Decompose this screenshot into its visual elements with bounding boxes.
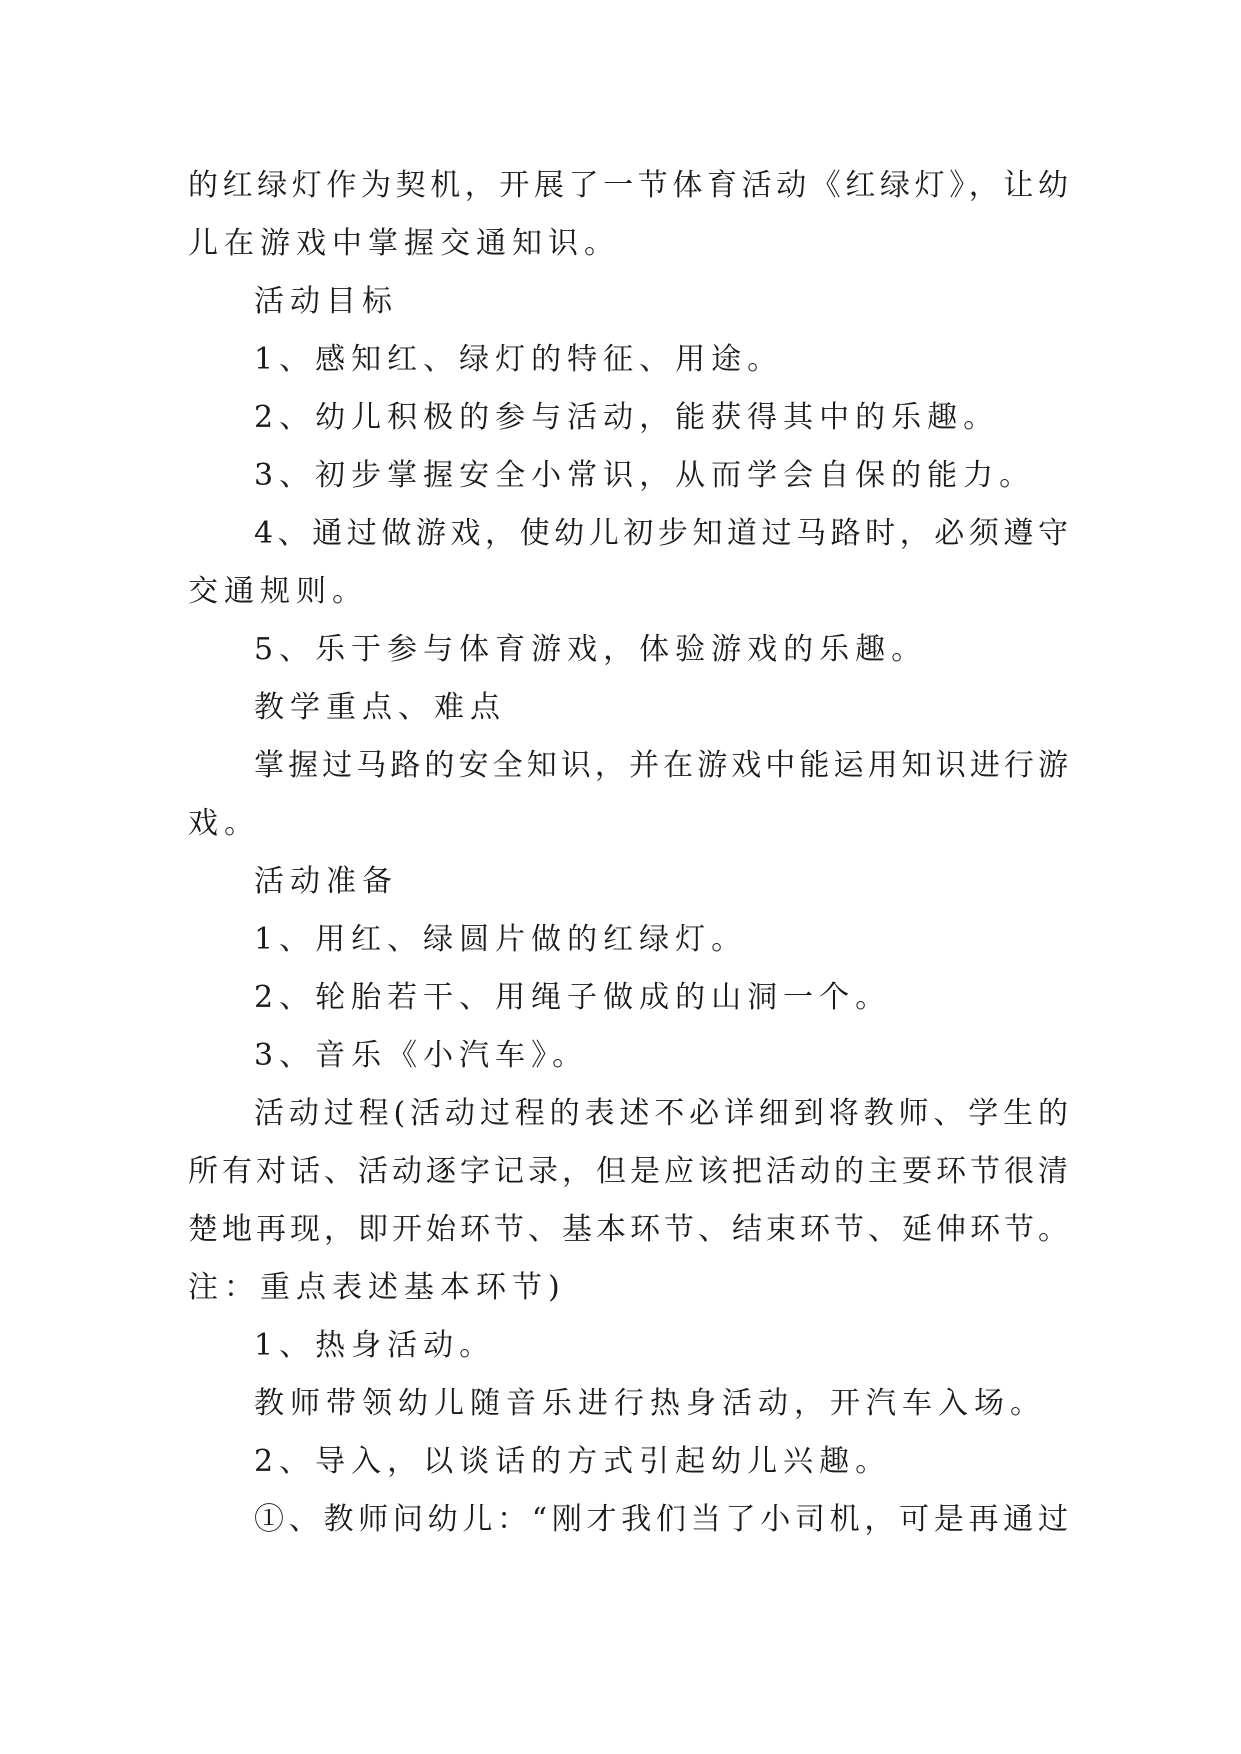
text-line: 戏。 bbox=[188, 806, 260, 841]
text-line: 的红绿灯作为契机，开展了一节体育活动《红绿灯》，让幼 bbox=[188, 168, 1068, 203]
text-line: 注：重点表述基本环节) bbox=[188, 1270, 566, 1305]
text-line: 楚地再现，即开始环节、基本环节、结束环节、延伸环节。 bbox=[188, 1212, 1068, 1247]
list-item: 1、热身活动。 bbox=[254, 1328, 496, 1363]
section-heading: 活动目标 bbox=[254, 284, 398, 319]
list-item: 2、导入，以谈话的方式引起幼儿兴趣。 bbox=[254, 1444, 892, 1479]
section-heading: 教学重点、难点 bbox=[254, 690, 506, 725]
list-item: 2、轮胎若干、用绳子做成的山洞一个。 bbox=[254, 980, 892, 1015]
section-heading: 活动过程(活动过程的表述不必详细到将教师、学生的 bbox=[254, 1096, 1068, 1131]
text-line: 交通规则。 bbox=[188, 574, 368, 609]
list-item: 3、音乐《小汽车》。 bbox=[254, 1038, 589, 1073]
section-heading: 活动准备 bbox=[254, 864, 398, 899]
list-item: ①、教师问幼儿：“刚才我们当了小司机，可是再通过 bbox=[254, 1502, 1068, 1537]
list-item: 1、用红、绿圆片做的红绿灯。 bbox=[254, 922, 748, 957]
list-item: 1、感知红、绿灯的特征、用途。 bbox=[254, 342, 784, 377]
text-line: 儿在游戏中掌握交通知识。 bbox=[188, 226, 620, 261]
text-line: 所有对话、活动逐字记录，但是应该把活动的主要环节很清 bbox=[188, 1154, 1068, 1189]
list-item: 4、通过做游戏，使幼儿初步知道过马路时，必须遵守 bbox=[254, 516, 1068, 551]
list-item: 5、乐于参与体育游戏，体验游戏的乐趣。 bbox=[254, 632, 928, 667]
list-item: 2、幼儿积极的参与活动，能获得其中的乐趣。 bbox=[254, 400, 1000, 435]
list-item: 3、初步掌握安全小常识，从而学会自保的能力。 bbox=[254, 458, 1036, 493]
text-line: 教师带领幼儿随音乐进行热身活动，开汽车入场。 bbox=[254, 1386, 1046, 1421]
text-line: 掌握过马路的安全知识，并在游戏中能运用知识进行游 bbox=[254, 748, 1068, 783]
